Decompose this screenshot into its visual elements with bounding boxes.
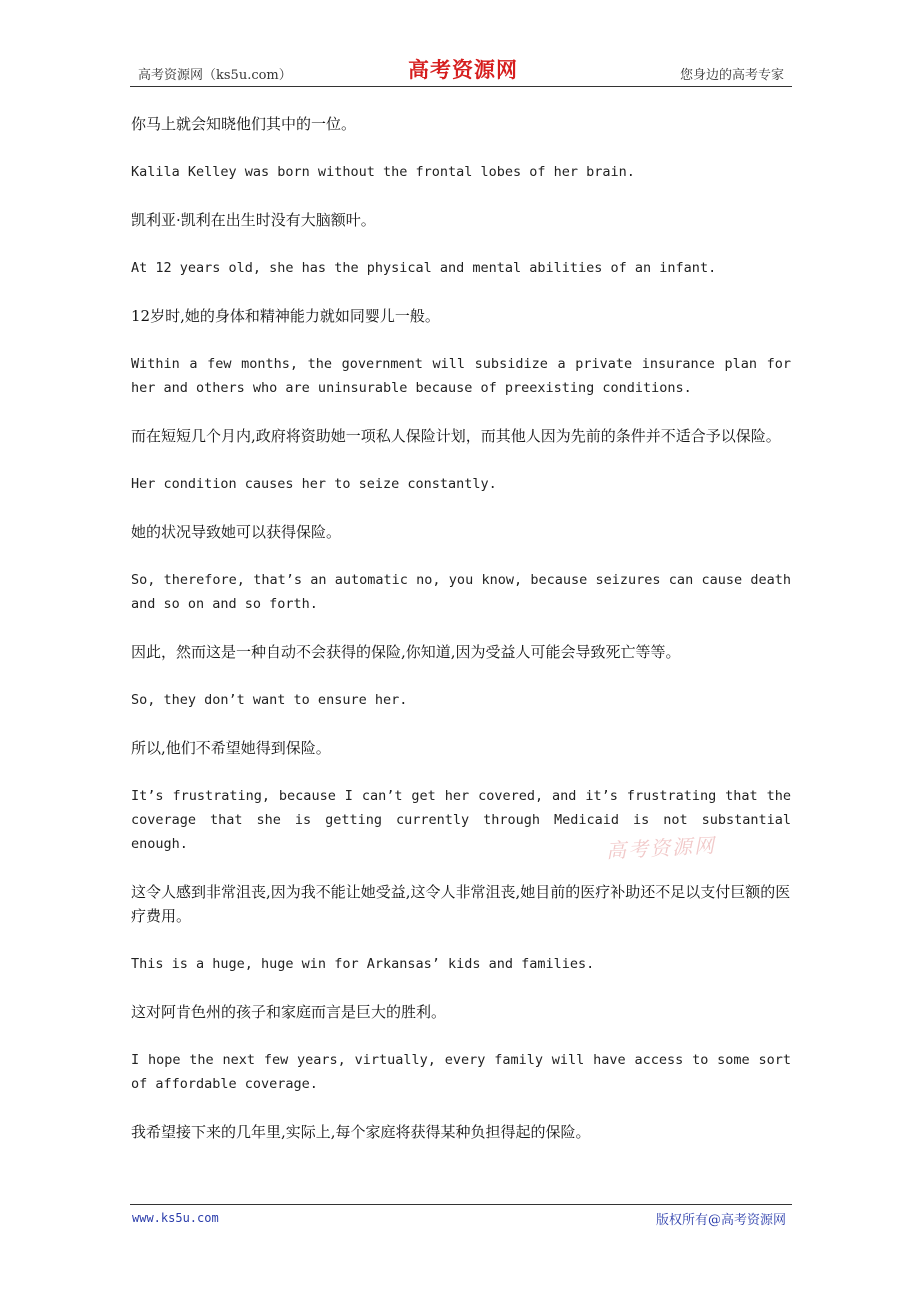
header-tagline: 您身边的高考专家 (679, 68, 784, 83)
paragraph-en: So, they don’t want to ensure her. (131, 692, 408, 708)
page-header (130, 52, 792, 87)
footer-url-link[interactable]: www.ks5u.com (132, 1211, 219, 1225)
footer-copyright: 版权所有@高考资源网 (655, 1213, 786, 1228)
paragraph-en: Kalila Kelley was born without the frontal lobes of her brain. (131, 164, 635, 180)
paragraph-en: So, therefore, that’s an automatic no, you know, because seizures can cause death and so on and so forth. (131, 572, 791, 612)
paragraph-zh: 这令人感到非常沮丧,因为我不能让她受益,这令人非常沮丧,她目前的医疗补助还不足以支付巨额的医疗费用。 (131, 883, 791, 925)
paragraph-zh: 因此，然而这是一种自动不会获得的保险,你知道,因为受益人可能会导致死亡等等。 (131, 643, 681, 661)
page-footer (130, 1204, 792, 1229)
header-site-name: 高考资源网（ks5u.com） (138, 68, 292, 83)
paragraph-en: I hope the next few years, virtually, every family will have access to some sort of affordable coverage. (131, 1052, 791, 1092)
watermark: 高考资源网 (605, 833, 717, 863)
document-body (131, 112, 791, 1144)
paragraph-zh: 而在短短几个月内,政府将资助她一项私人保险计划，而其他人因为先前的条件并不适合予以保险。 (131, 427, 781, 445)
paragraph-zh: 我希望接下来的几年里,实际上,每个家庭将获得某种负担得起的保险。 (131, 1123, 591, 1141)
paragraph-zh: 你马上就会知晓他们其中的一位。 (131, 115, 357, 133)
paragraph-en: At 12 years old, she has the physical and mental abilities of an infant. (131, 260, 717, 276)
header-logo: 高考资源网 (408, 57, 518, 82)
paragraph-en: It’s frustrating, because I can’t get her covered, and it’s frustrating that the coverage that she is getting currently through Medicaid is not substantial enough. (131, 788, 791, 852)
paragraph-en: This is a huge, huge win for Arkansas’ kids and families. (131, 956, 595, 972)
paragraph-zh: 凯利亚·凯利在出生时没有大脑额叶。 (131, 211, 376, 229)
paragraph-en: Within a few months, the government will subsidize a private insurance plan for her and others who are uninsurable because of preexisting conditions. (131, 356, 791, 396)
paragraph-zh: 她的状况导致她可以获得保险。 (131, 523, 342, 541)
paragraph-zh: 所以,他们不希望她得到保险。 (131, 739, 331, 757)
paragraph-en: Her condition causes her to seize constantly. (131, 476, 497, 492)
paragraph-zh: 这对阿肯色州的孩子和家庭而言是巨大的胜利。 (131, 1003, 447, 1021)
paragraph-zh: 12岁时,她的身体和精神能力就如同婴儿一般。 (131, 307, 440, 325)
